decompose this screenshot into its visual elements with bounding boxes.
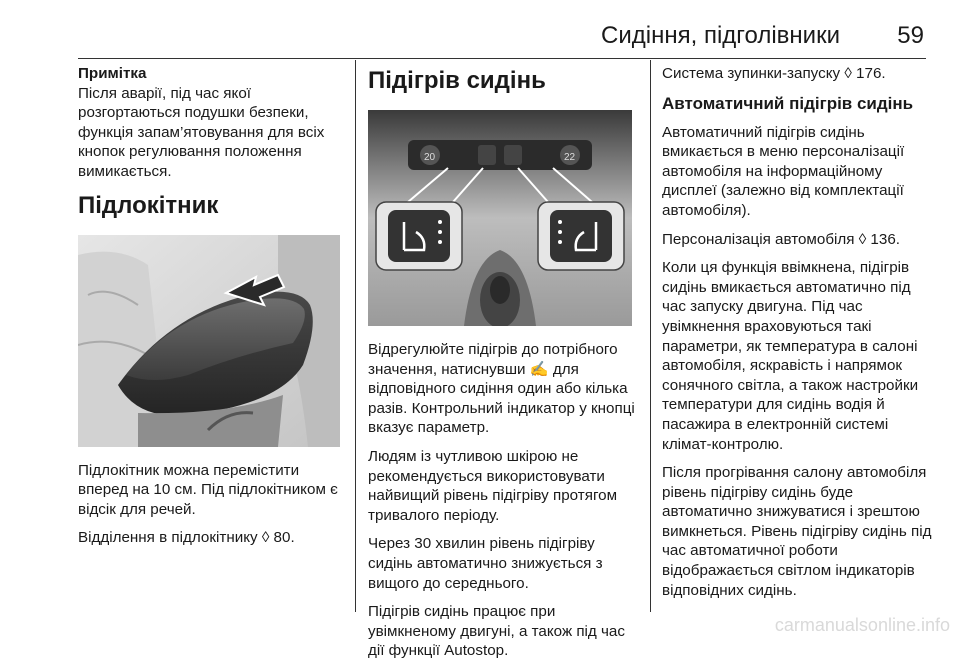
seat-heating-paragraph-4: Підігрів сидінь працює при увімкненому двигуні, а також під час дії функції Autostop. <box>368 603 625 660</box>
stop-start-reference: Система зупинки-запуску ◊ 176. <box>662 65 886 82</box>
seat-heating-paragraph-3: Через 30 хвилин рівень підігріву сидінь автоматично знижується з вищого до середнього. <box>368 535 603 592</box>
auto-heating-paragraph-1: Автоматичний підігрів сидінь вмикається в меню персоналізації автомобіля на інформаційному дисплеї (залежно від комплектації автомобіля). <box>662 123 905 219</box>
armrest-figure <box>78 235 340 447</box>
note-text: Після аварії, під час якої розгортаються подушки безпеки, функція запам’ятовування для всіх кнопок регулювання положення вимикається. <box>78 84 325 180</box>
section-title: Сидіння, підголівники <box>601 22 840 49</box>
auto-heating-heading: Автоматичний підігрів сидінь <box>662 93 914 113</box>
header-divider <box>78 58 926 59</box>
seat-heating-figure <box>368 110 632 326</box>
armrest-paragraph-2: Відділення в підлокітнику ◊ 80. <box>78 529 295 547</box>
column-3 <box>662 64 936 609</box>
watermark: carmanualsonline.info <box>774 615 950 635</box>
seat-heating-heading: Підігрів сидінь <box>368 67 546 94</box>
seat-heating-paragraph-2: Людям із чутливою шкірою не рекомендується використовувати найвищий рівень підігріву протягом тривалого періоду. <box>368 447 618 524</box>
temp-left-label: 20 <box>424 152 436 163</box>
column-2 <box>368 64 640 670</box>
column-1 <box>78 64 346 557</box>
armrest-heading: Підлокітник <box>78 191 219 219</box>
seat-heating-paragraph-1: Відрегулюйте підігрів до потрібного значення, натиснувши ✍ для відповідного сидіння один або кілька разів. Контрольний індикатор у кнопці вказує параметр. <box>368 341 635 437</box>
note-title: Примітка <box>78 65 147 82</box>
auto-heating-paragraph-3: Коли ця функція ввімкнена, підігрів сидінь вмикається автоматично під час запуску двигуна. Під час увімкнення враховуються такі параметри, як температура в салоні автомобіля, яскравість і напрямок сонячного світла, а також настройки температури для сидінь водія й пасажира в електронній системі клімат-контролю. <box>662 259 919 453</box>
page-number: 59 <box>897 22 924 49</box>
page-header <box>0 0 960 60</box>
column-divider-1 <box>355 60 356 612</box>
column-divider-2 <box>650 60 651 612</box>
temp-right-label: 22 <box>564 152 576 163</box>
armrest-paragraph-1: Підлокітник можна перемістити вперед на 10 см. Під підлокітником є відсік для речей. <box>78 461 338 518</box>
auto-heating-paragraph-4: Після прогрівання салону автомобіля рівень підігріву сидінь буде автоматично знижуватися і зрештою вимкнеться. Рівень підігріву сидінь під час автоматичної роботи відображається світлом індикаторів відповідних сидінь. <box>662 464 932 599</box>
auto-heating-paragraph-2: Персоналізація автомобіля ◊ 136. <box>662 230 900 248</box>
